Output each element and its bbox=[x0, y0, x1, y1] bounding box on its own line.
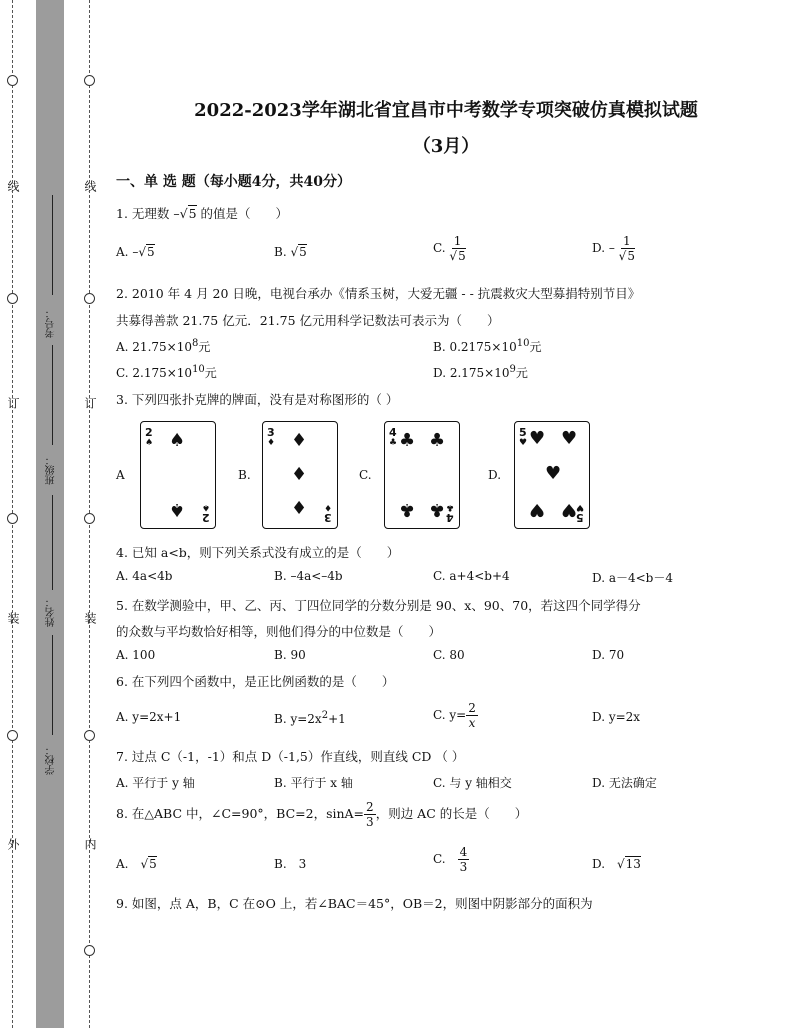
unit: 元 bbox=[204, 366, 217, 380]
option-label: D. bbox=[592, 857, 606, 871]
exponent: 2 bbox=[321, 710, 329, 721]
option-text: C. y= bbox=[433, 708, 467, 722]
binding-strip bbox=[36, 0, 64, 1028]
spade-icon: ♠ bbox=[201, 502, 210, 512]
heart-icon: ♥ bbox=[561, 428, 578, 449]
option-text: D. 2.175×10 bbox=[433, 366, 510, 380]
binding-word: 线 bbox=[83, 180, 97, 192]
q4-option-b: B. –4a<–4b bbox=[274, 569, 343, 583]
q7-option-b: B. 平行于 x 轴 bbox=[274, 776, 353, 790]
binding-word: 订 bbox=[6, 397, 20, 409]
field-name: 姓名： bbox=[46, 597, 57, 627]
q4-option-d: D. a－4<b－4 bbox=[592, 571, 673, 585]
unit: 元 bbox=[515, 366, 528, 380]
card-rank: 5 bbox=[576, 511, 584, 524]
binding-hole bbox=[7, 513, 18, 524]
exponent: 10 bbox=[516, 338, 530, 349]
club-icon: ♣ bbox=[389, 438, 398, 448]
q8-stem-end: ，则边 AC 的长是（ ） bbox=[375, 806, 528, 821]
q5-option-a: A. 100 bbox=[116, 648, 156, 662]
field-line bbox=[52, 195, 53, 295]
question-2-line1: 2. 2010 年 4 月 20 日晚，电视台承办《情系玉树，大爱无疆 - - 抗震救灾大型募捐特别节目》 bbox=[116, 286, 641, 301]
question-4: 4. 已知 a<b，则下列关系式没有成立的是（ ） bbox=[116, 545, 400, 560]
club-icon: ♣ bbox=[445, 502, 454, 512]
q1-stem-end: 的值是（ ） bbox=[196, 206, 289, 221]
q1-option-a: A. –√5 bbox=[116, 245, 155, 259]
exponent: 10 bbox=[192, 364, 205, 375]
field-line bbox=[52, 345, 53, 445]
q6-option-a: A. y=2x+1 bbox=[116, 710, 182, 724]
binding-hole bbox=[84, 513, 95, 524]
binding-word: 外 bbox=[6, 838, 20, 850]
q8-stem: 8. 在△ABC 中，∠C=90°，BC=2，sinA= bbox=[116, 806, 365, 821]
denominator: x bbox=[468, 716, 476, 730]
q2-option-d bbox=[433, 364, 528, 381]
section-heading: 一、单 选 题（每小题4分，共40分） bbox=[116, 174, 351, 190]
unit: 元 bbox=[529, 340, 542, 354]
spade-icon: ♠ bbox=[145, 438, 154, 448]
binding-hole bbox=[84, 945, 95, 956]
fraction bbox=[458, 845, 470, 874]
question-6: 6. 在下列四个函数中，是正比例函数的是（ ） bbox=[116, 674, 395, 689]
card-rank: 3 bbox=[267, 426, 275, 439]
binding-hole bbox=[7, 75, 18, 86]
denominator: 5 bbox=[627, 249, 635, 263]
denominator: 5 bbox=[458, 249, 466, 263]
heart-icon: ♥ bbox=[519, 438, 528, 448]
question-5-line1: 5. 在数学测验中，甲、乙、丙、丁四位同学的分数分别是 90、x、90、70，若这四个同学得分 bbox=[116, 598, 641, 613]
fraction: $\frac{1}{√5}$ bbox=[618, 234, 635, 263]
binding-word: 装 bbox=[83, 612, 97, 624]
q5-option-c: C. 80 bbox=[433, 648, 465, 662]
q5-option-d: D. 70 bbox=[592, 648, 625, 662]
spade-icon: ♠ bbox=[169, 499, 186, 520]
q6-option-b bbox=[274, 710, 346, 726]
diamond-icon: ♦ bbox=[267, 438, 276, 448]
question-1: 1. 无理数 –√5 的值是（ ） bbox=[116, 206, 289, 221]
binding-hole bbox=[84, 293, 95, 304]
binding-hole bbox=[7, 730, 18, 741]
question-8 bbox=[116, 800, 527, 829]
diamond-icon: ♦ bbox=[291, 464, 308, 485]
question-7: 7. 过点 C（-1，-1）和点 D（-1,5）作直线，则直线 CD （ ） bbox=[116, 749, 465, 764]
numerator: 2 bbox=[366, 800, 374, 814]
exam-title: 2022-2023学年湖北省宜昌市中考数学专项突破仿真模拟试题 bbox=[194, 100, 698, 121]
q3-label-a: A bbox=[116, 468, 125, 482]
numerator: 1 bbox=[623, 234, 631, 248]
binding-hole bbox=[84, 730, 95, 741]
q6-option-c bbox=[433, 701, 478, 730]
numerator: 2 bbox=[468, 701, 476, 715]
question-9: 9. 如图，点 A，B，C 在⊙O 上，若∠BAC＝45°，OB＝2，则图中阴影部分的面积为 bbox=[116, 896, 593, 911]
card-rank: 4 bbox=[446, 511, 454, 524]
option-text: +1 bbox=[328, 712, 346, 726]
exponent: 8 bbox=[191, 338, 199, 349]
radicand: 13 bbox=[625, 857, 641, 871]
q1-option-b: B. √5 bbox=[274, 245, 307, 259]
diamond-icon: ♦ bbox=[323, 502, 332, 512]
binding-word: 订 bbox=[83, 397, 97, 409]
q8-option-c bbox=[433, 845, 469, 874]
heart-icon: ♥ bbox=[575, 502, 584, 512]
question-3: 3. 下列四张扑克牌的牌面，没有是对称图形的（ ） bbox=[116, 392, 399, 407]
card-rank: 5 bbox=[519, 426, 527, 439]
q1-option-c bbox=[433, 234, 466, 263]
unit: 元 bbox=[198, 340, 211, 354]
option-text: B. y=2x bbox=[274, 712, 322, 726]
club-icon: ♣ bbox=[429, 430, 446, 451]
diamond-icon: ♦ bbox=[291, 498, 308, 519]
q8-option-a: A. √5 bbox=[116, 857, 157, 871]
binding-word: 装 bbox=[6, 612, 20, 624]
option-text: A. 21.75×10 bbox=[116, 340, 192, 354]
club-icon: ♣ bbox=[429, 499, 446, 520]
field-line bbox=[52, 635, 53, 735]
exam-title-month: （3月） bbox=[412, 136, 480, 157]
q1-option-d bbox=[592, 234, 635, 263]
denominator: 3 bbox=[366, 815, 374, 829]
binding-hole bbox=[7, 293, 18, 304]
fraction: $\frac{1}{√5}$ bbox=[449, 234, 466, 263]
heart-icon: ♥ bbox=[545, 463, 562, 484]
binding-hole bbox=[84, 75, 95, 86]
q2-option-c bbox=[116, 364, 217, 381]
club-icon: ♣ bbox=[399, 430, 416, 451]
card-rank: 2 bbox=[202, 511, 210, 524]
binding-word: 线 bbox=[6, 180, 20, 192]
q7-option-d: D. 无法确定 bbox=[592, 776, 657, 790]
radicand: 5 bbox=[149, 857, 157, 871]
field-class: 班级： bbox=[46, 455, 57, 485]
option-label: C. bbox=[433, 852, 446, 866]
q3-label-c: C. bbox=[359, 468, 372, 482]
q2-option-b bbox=[433, 338, 542, 355]
heart-icon: ♥ bbox=[529, 428, 546, 449]
option-label: C. bbox=[433, 241, 446, 255]
numerator: 1 bbox=[453, 234, 462, 248]
q5-option-b: B. 90 bbox=[274, 648, 306, 662]
option-text: C. 2.175×10 bbox=[116, 366, 193, 380]
fraction bbox=[466, 701, 478, 730]
sign: – bbox=[132, 245, 139, 259]
spade-icon: ♠ bbox=[169, 430, 186, 451]
option-label: D. bbox=[592, 241, 606, 255]
q8-option-d: D. √13 bbox=[592, 857, 641, 871]
q1-stem: 1. 无理数 – bbox=[116, 206, 180, 221]
q6-option-d: D. y=2x bbox=[592, 710, 641, 724]
fraction bbox=[364, 800, 376, 829]
card-rank: 4 bbox=[389, 426, 397, 439]
binding-margin bbox=[0, 0, 104, 1028]
field-line bbox=[52, 495, 53, 590]
radicand: 5 bbox=[146, 245, 155, 259]
q3-label-d: D. bbox=[488, 468, 502, 482]
q2-option-a bbox=[116, 338, 210, 355]
radicand: 5 bbox=[299, 245, 307, 259]
q7-option-a: A. 平行于 y 轴 bbox=[116, 776, 195, 790]
heart-icon: ♥ bbox=[561, 499, 578, 520]
field-school: 学校： bbox=[46, 745, 57, 775]
sign: – bbox=[608, 241, 615, 255]
club-icon: ♣ bbox=[399, 499, 416, 520]
exponent: 9 bbox=[509, 364, 516, 375]
card-rank: 3 bbox=[324, 511, 332, 524]
option-label: A. bbox=[116, 857, 129, 871]
playing-card-3-diamonds bbox=[262, 421, 338, 529]
diamond-icon: ♦ bbox=[291, 430, 308, 451]
numerator: 4 bbox=[459, 845, 468, 859]
q7-option-c: C. 与 y 轴相交 bbox=[433, 776, 512, 790]
heart-icon: ♥ bbox=[529, 499, 546, 520]
playing-card-5-hearts bbox=[514, 421, 590, 529]
q8-option-b: B. 3 bbox=[274, 857, 307, 871]
q4-option-a: A. 4a<4b bbox=[116, 569, 173, 583]
playing-card-4-clubs bbox=[384, 421, 460, 529]
question-2-line2: 共募得善款 21.75 亿元．21.75 亿元用科学记数法可表示为（ ） bbox=[116, 313, 500, 328]
option-text: B. 0.2175×10 bbox=[433, 340, 517, 354]
q3-label-b: B. bbox=[238, 468, 251, 482]
denominator: 3 bbox=[459, 860, 468, 874]
option-label: B. bbox=[274, 245, 287, 259]
q1-radicand: 5 bbox=[188, 206, 197, 221]
q4-option-c: C. a+4<b+4 bbox=[433, 569, 510, 583]
question-5-line2: 的众数与平均数恰好相等，则他们得分的中位数是（ ） bbox=[116, 624, 442, 639]
playing-card-2-spades bbox=[140, 421, 216, 529]
binding-word: 内 bbox=[83, 838, 97, 850]
field-exam-number: 考号： bbox=[46, 308, 57, 338]
option-label: A. bbox=[116, 245, 129, 259]
card-rank: 2 bbox=[145, 426, 153, 439]
